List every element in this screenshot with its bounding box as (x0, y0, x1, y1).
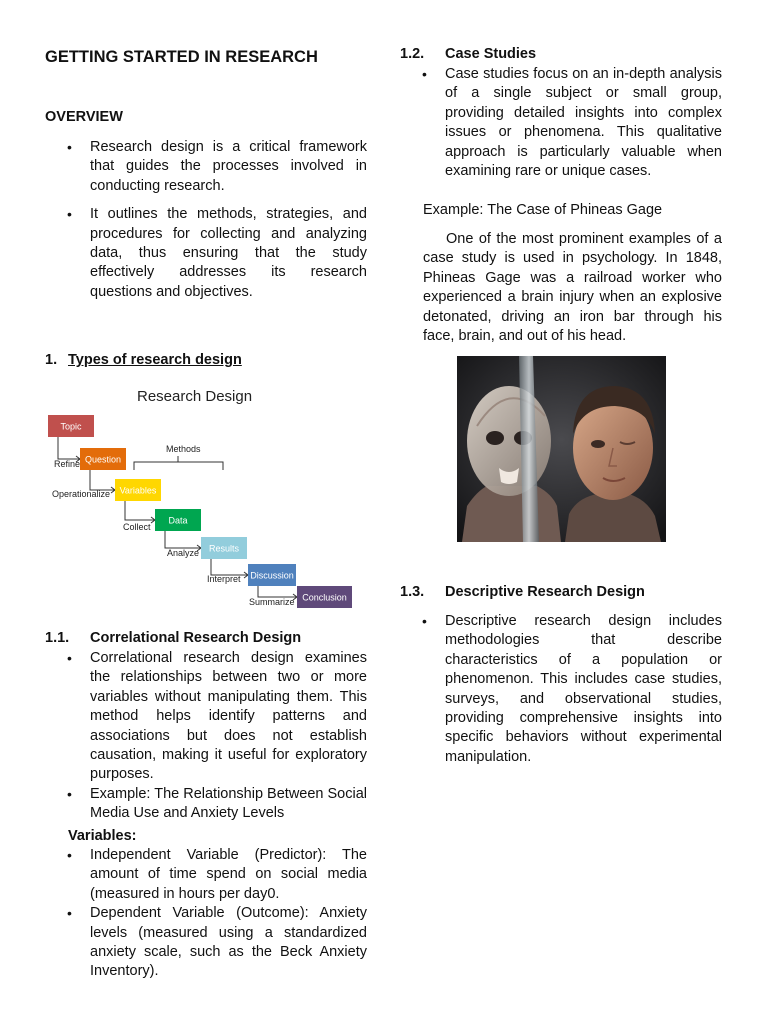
phineas-gage-paragraph: One of the most prominent examples of a case study is used in psychology. In 1848, Phineas Gage was a railroad worker who experienced a brain injury when an explosive detonated, driving an iron bar through his face, brain, and out of his head. (423, 231, 722, 345)
overview-bullet: • Research design is a critical framework that guides the processes involved in conducting research. (45, 138, 367, 196)
step-connector (211, 559, 248, 575)
variables-list (45, 846, 367, 982)
section-number: 1.1. (45, 630, 70, 646)
step-connector (58, 437, 80, 459)
step-label: Discussion (250, 570, 294, 581)
step-label: Question (84, 454, 122, 465)
example-line: Example: The Case of Phineas Gage (423, 202, 663, 218)
section-number: 1.3. (400, 584, 425, 600)
descriptive-list (400, 612, 722, 767)
correlational-bullet: • Example: The Relationship Between Social Media Use and Anxiety Levels (45, 785, 367, 824)
variable-bullet: • Independent Variable (Predictor): The amount of time spend on social media (measured in hours per day0. (45, 846, 367, 904)
step-verb-label: Interpret (207, 574, 241, 584)
section-1-heading (45, 352, 242, 368)
step-connector (165, 531, 201, 548)
methods-brace (134, 462, 223, 470)
document-title: GETTING STARTED IN RESEARCH (45, 48, 318, 66)
section-title: Types of research design (68, 352, 242, 368)
overview-heading: OVERVIEW (45, 109, 123, 125)
section-1-2-heading (400, 46, 536, 62)
methods-label: Methods (166, 444, 201, 454)
section-title: Correlational Research Design (90, 630, 302, 646)
section-title: Case Studies (445, 46, 537, 62)
section-number: 1. (45, 352, 58, 368)
case-study-list (400, 65, 722, 181)
step-connector (125, 501, 155, 520)
step-label: Conclusion (302, 592, 347, 603)
section-1-1-heading (45, 630, 301, 646)
section-number: 1.2. (400, 46, 425, 62)
step-verb-label: Summarize (249, 597, 295, 607)
face-figure (565, 386, 661, 542)
step-connector (258, 586, 297, 597)
section-1-3-heading (400, 584, 645, 600)
step-label: Variables (119, 485, 157, 496)
phineas-gage-image (457, 356, 666, 542)
step-verb-label: Collect (123, 522, 151, 532)
correlational-list (45, 649, 367, 824)
overview-bullet: • It outlines the methods, strategies, and procedures for collecting and analyzing data, thus ensuring that the study effectively addresses its research questions and objectives. (45, 205, 367, 302)
case-study-bullet: • Case studies focus on an in-depth analysis of a single subject or small group, providing detailed insights into complex issues or phenomena. This qualitative approach is particularly valuable when examining rare or unique cases. (400, 65, 722, 181)
step-label: Data (168, 515, 188, 526)
variables-heading: Variables: (68, 828, 137, 844)
step-verb-label: Operationalize (52, 489, 111, 499)
section-title: Descriptive Research Design (445, 584, 645, 600)
diagram-title: Research Design (137, 388, 253, 405)
step-label: Topic (60, 421, 82, 432)
step-verb-label: Analyze (167, 548, 200, 558)
correlational-bullet: • Correlational research design examines the relationships between two or more variables without manipulating them. This method helps identify patterns and associations but does not establish causation, making it useful for exploratory purposes. (45, 649, 367, 785)
step-label: Results (208, 543, 240, 554)
overview-list (45, 138, 367, 311)
step-verb-label: Refine (54, 459, 81, 469)
variable-bullet: • Dependent Variable (Outcome): Anxiety levels (measured using a standardized anxiety scale, such as the Beck Anxiety Inventory). (45, 904, 367, 982)
research-design-diagram (45, 380, 367, 612)
descriptive-bullet: • Descriptive research design includes methodologies that describe characteristics of a population or phenomenon. This includes case studies, surveys, and observational studies, providing comprehensive insights into specific behaviors without experimental manipulation. (400, 612, 722, 767)
